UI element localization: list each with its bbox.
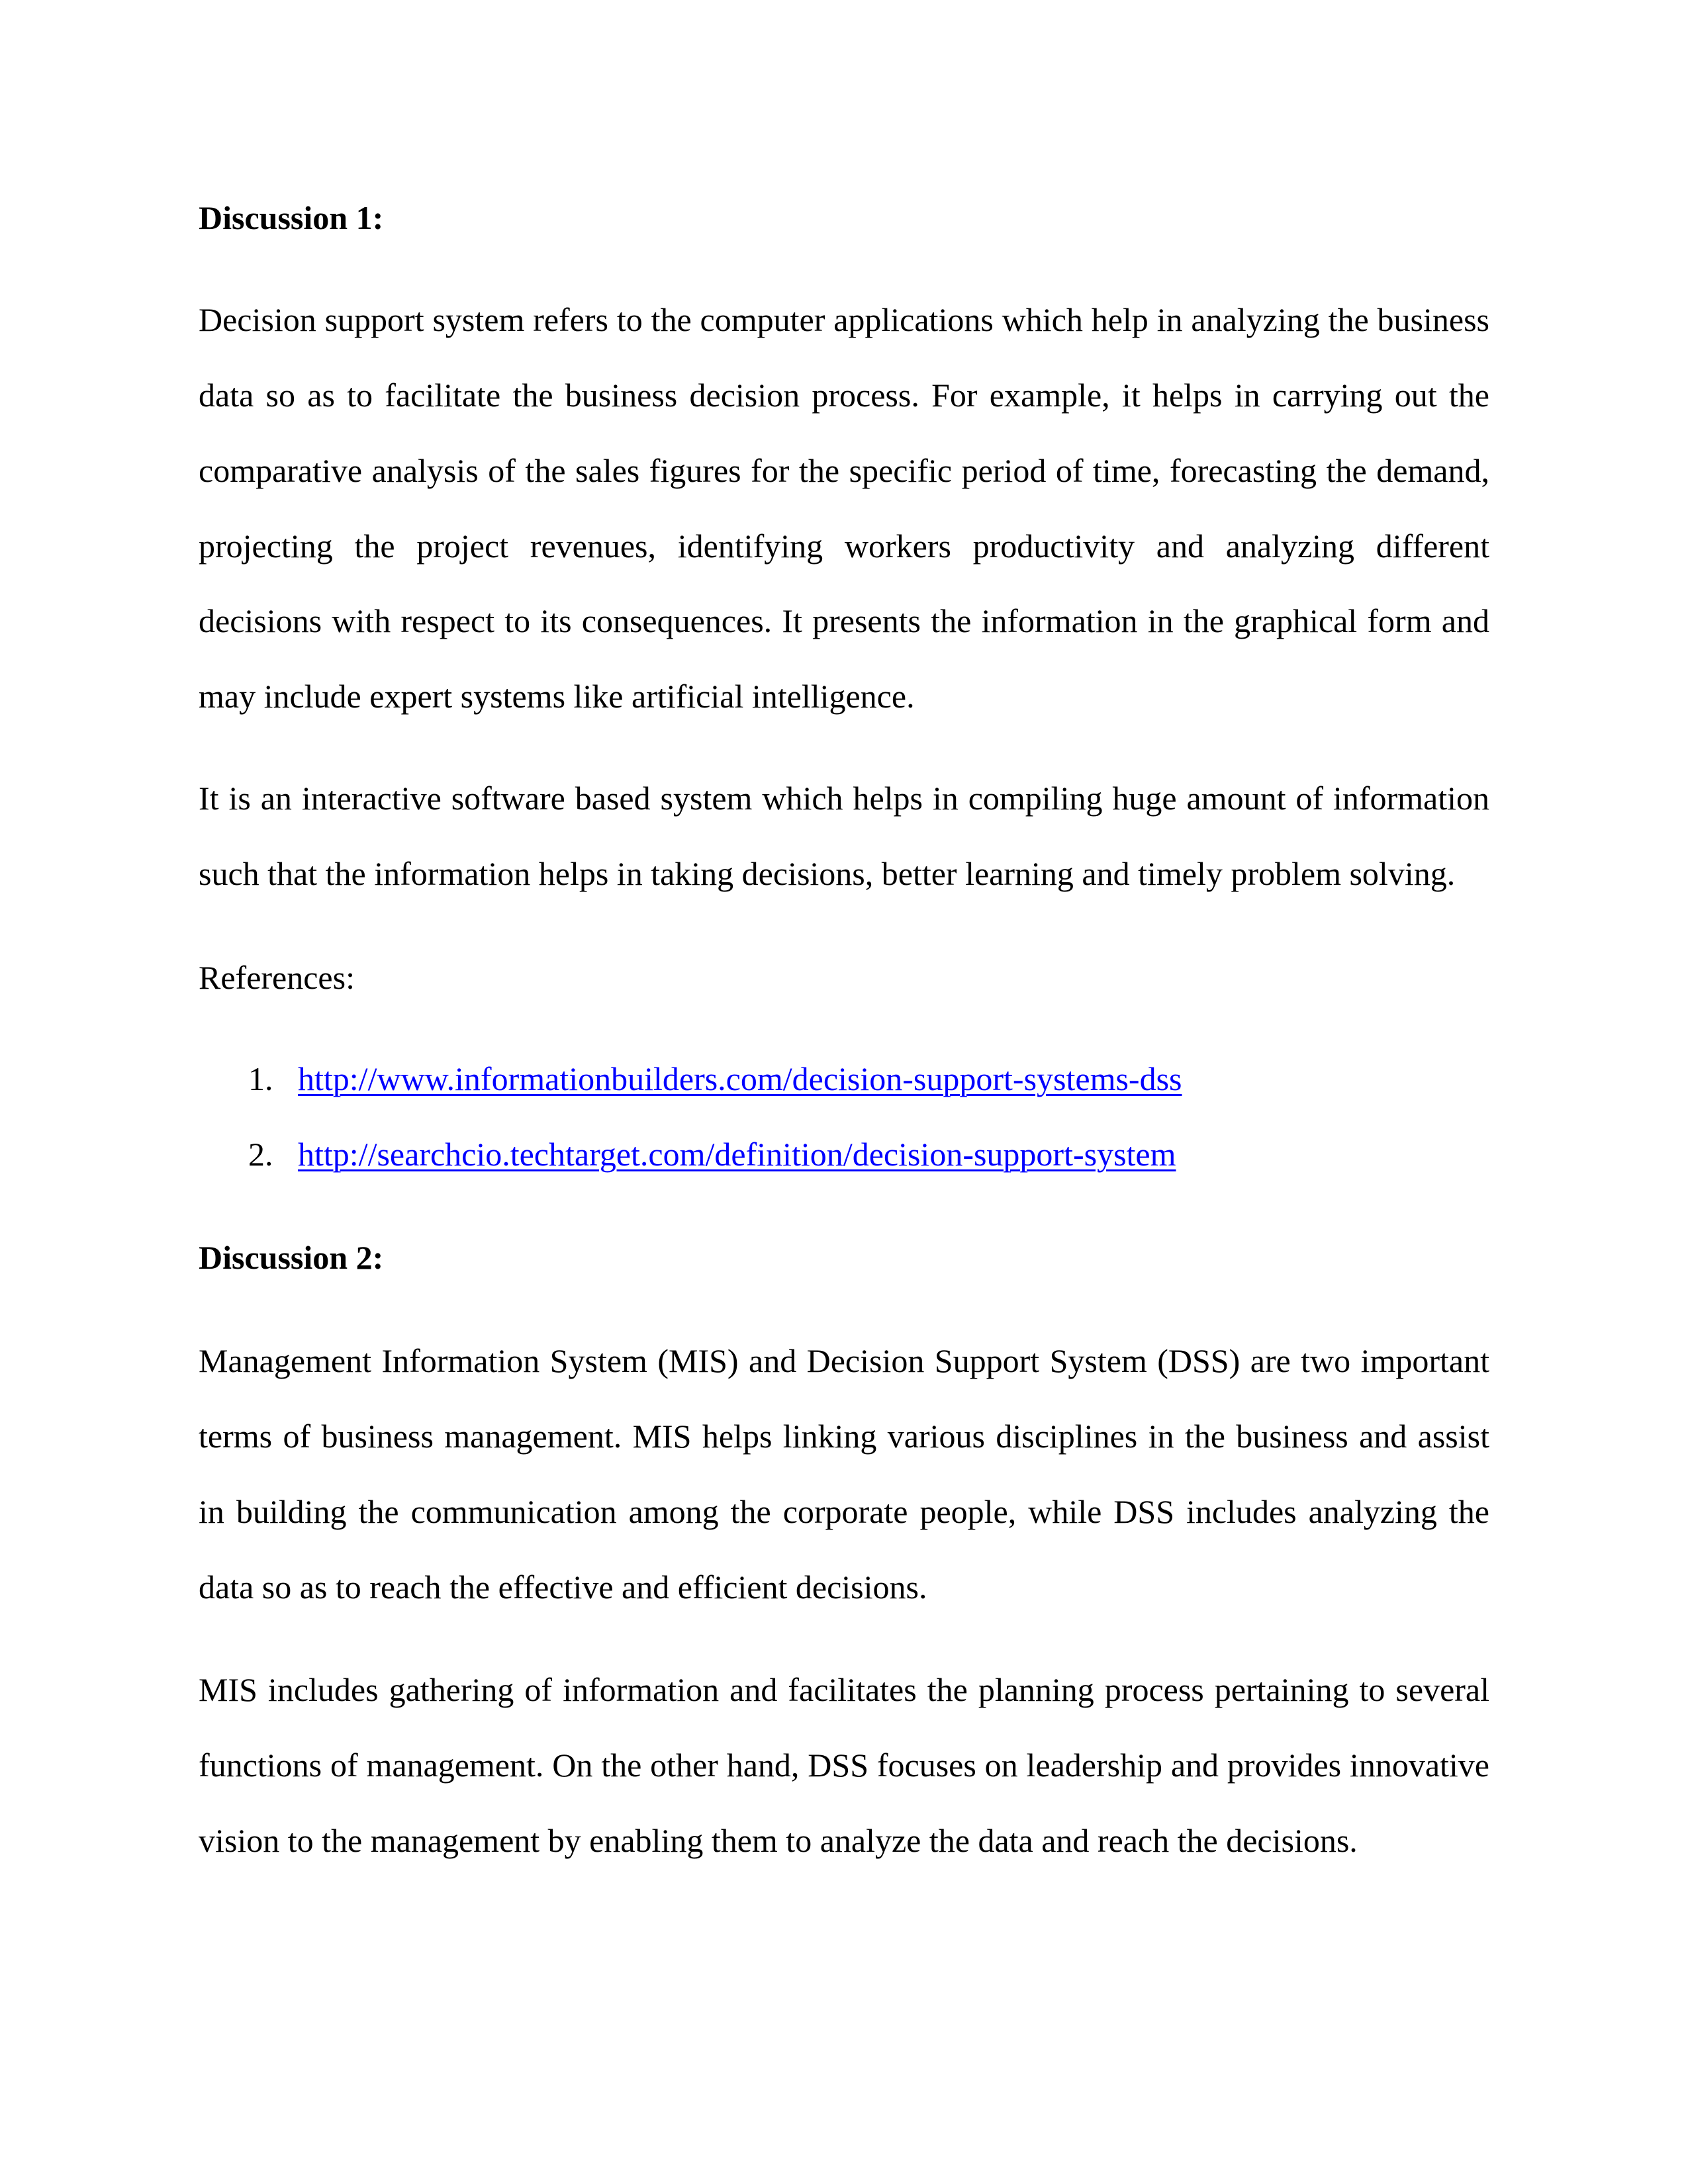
discussion-1-heading: Discussion 1: [199, 199, 384, 236]
reference-link[interactable]: http://www.informationbuilders.com/decision-support-systems-dss [298, 1060, 1182, 1097]
paragraph-line: in building the communication among the corporate people, while DSS includes analyzing the [199, 1493, 1489, 1530]
paragraph-line: projecting the project revenues, identifying workers productivity and analyzing different [199, 527, 1489, 565]
discussion-2-heading: Discussion 2: [199, 1239, 384, 1276]
paragraph-line: Decision support system refers to the computer applications which help in analyzing the business [199, 301, 1489, 338]
paragraph-line: MIS includes gathering of information and facilitates the planning process pertaining to several [199, 1671, 1489, 1708]
paragraph-line: vision to the management by enabling them to analyze the data and reach the decisions. [199, 1822, 1358, 1859]
paragraph-line: Management Information System (MIS) and Decision Support System (DSS) are two important [199, 1342, 1489, 1379]
paragraph-line: data so as to facilitate the business decision process. For example, it helps in carrying out the [199, 377, 1489, 414]
reference-link[interactable]: http://searchcio.techtarget.com/definition/decision-support-system [298, 1136, 1176, 1173]
reference-number: 1. [248, 1060, 273, 1097]
paragraph-line: functions of management. On the other hand, DSS focuses on leadership and provides innovative [199, 1747, 1489, 1784]
paragraph-line: decisions with respect to its consequences. It presents the information in the graphical form and [199, 602, 1489, 639]
paragraph-line: comparative analysis of the sales figures for the specific period of time, forecasting the demand, [199, 452, 1489, 489]
paragraph-line: may include expert systems like artificial intelligence. [199, 678, 915, 715]
paragraph-line: terms of business management. MIS helps linking various disciplines in the business and assist [199, 1418, 1489, 1455]
references-label: References: [199, 959, 355, 996]
paragraph-line: It is an interactive software based system which helps in compiling huge amount of information [199, 780, 1489, 817]
paragraph-line: data so as to reach the effective and efficient decisions. [199, 1569, 927, 1606]
reference-number: 2. [248, 1136, 273, 1173]
paragraph-line: such that the information helps in taking decisions, better learning and timely problem solving. [199, 855, 1456, 892]
